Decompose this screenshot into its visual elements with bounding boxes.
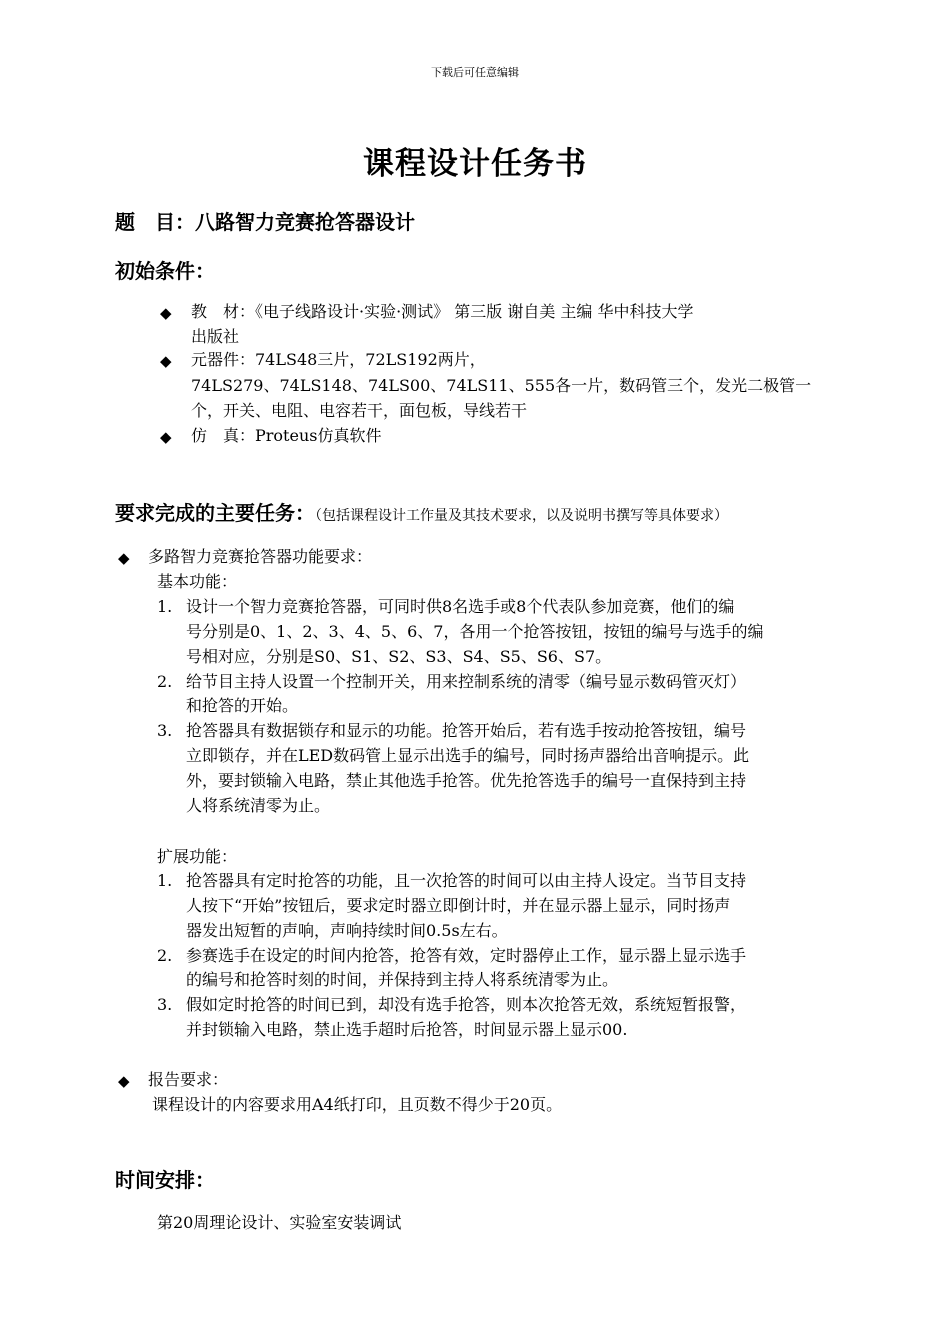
list-item-line: 立即锁存，并在LED数码管上显示出选手的编号，同时扬声器给出音响提示。此	[186, 746, 750, 765]
condition-simulation: 仿 真：Proteus仿真软件	[191, 426, 382, 445]
list-number: 1.	[157, 597, 173, 616]
list-number: 2.	[157, 946, 173, 965]
list-item-line: 假如定时抢答的时间已到，却没有选手抢答，则本次抢答无效，系统短暂报警，	[186, 995, 747, 1014]
list-item-line: 给节目主持人设置一个控制开关，用来控制系统的清零（编号显示数码管灭灯）	[186, 672, 747, 691]
tasks-heading: 要求完成的主要任务：	[115, 501, 315, 525]
tasks-heading-line	[115, 497, 728, 526]
extended-functions-title: 扩展功能：	[157, 847, 238, 866]
list-number: 1.	[157, 871, 173, 890]
condition-components-line2: 74LS279、74LS148、74LS00、74LS11、555各一片，数码管三个，发光二极管一	[191, 376, 812, 395]
list-item-line: 人按下“开始”按钮后，要求定时器立即倒计时，并在显示器上显示，同时扬声	[186, 896, 731, 915]
header-note: 下载后可任意编辑	[431, 66, 519, 79]
condition-components-line1: 元器件：74LS48三片，72LS192两片，	[191, 350, 486, 369]
list-item-line: 的编号和抢答时刻的时间，并保持到主持人将系统清零为止。	[186, 970, 619, 989]
bullet-icon: ◆	[160, 352, 172, 370]
initial-conditions-heading: 初始条件：	[115, 259, 215, 283]
tasks-note: （包括课程设计工作量及其技术要求，以及说明书撰写等具体要求）	[315, 508, 728, 524]
list-item-line: 人将系统清零为止。	[186, 796, 331, 815]
list-item-line: 和抢答的开始。	[186, 696, 299, 715]
document-title: 课程设计任务书	[363, 146, 587, 182]
function-requirements-title: 多路智力竞赛抢答器功能要求：	[148, 547, 373, 566]
list-item-line: 号分别是0、1、2、3、4、5、6、7，各用一个抢答按钮，按钮的编号与选手的编	[186, 622, 764, 641]
condition-textbook-line1: 教 材：《电子线路设计·实验·测试》 第三版 谢自美 主编 华中科技大学	[191, 302, 694, 321]
subject-line	[115, 206, 415, 235]
list-item-line: 设计一个智力竞赛抢答器，可同时供8名选手或8个代表队参加竞赛，他们的编	[186, 597, 735, 616]
report-requirements-text: 课程设计的内容要求用A4纸打印，且页数不得少于20页。	[152, 1095, 563, 1114]
condition-textbook-line2: 出版社	[191, 327, 240, 346]
basic-functions-title: 基本功能：	[157, 572, 238, 591]
bullet-icon: ◆	[160, 428, 172, 446]
report-requirements-title: 报告要求：	[148, 1070, 229, 1089]
list-number: 3.	[157, 995, 173, 1014]
bullet-icon: ◆	[118, 549, 130, 567]
list-item-line: 号相对应，分别是S0、S1、S2、S3、S4、S5、S6、S7。	[186, 647, 612, 666]
list-number: 3.	[157, 721, 173, 740]
schedule-text: 第20周理论设计、实验室安装调试	[157, 1213, 402, 1232]
list-item-line: 抢答器具有定时抢答的功能，且一次抢答的时间可以由主持人设定。当节目支持	[186, 871, 747, 890]
list-item-line: 并封锁输入电路，禁止选手超时后抢答，时间显示器上显示00.	[186, 1020, 628, 1039]
schedule-heading: 时间安排：	[115, 1168, 215, 1192]
condition-components-line3: 个，开关、电阻、电容若干，面包板，导线若干	[191, 401, 528, 420]
list-item-line: 抢答器具有数据锁存和显示的功能。抢答开始后，若有选手按动抢答按钮，编号	[186, 721, 747, 740]
bullet-icon: ◆	[118, 1072, 130, 1090]
list-item-line: 器发出短暂的声响，声响持续时间0.5s左右。	[186, 921, 508, 940]
subject-label: 题 目：	[115, 210, 195, 234]
list-number: 2.	[157, 672, 173, 691]
list-item-line: 外，要封锁输入电路，禁止其他选手抢答。优先抢答选手的编号一直保持到主持	[186, 771, 747, 790]
subject-value: 八路智力竞赛抢答器设计	[195, 210, 415, 234]
list-item-line: 参赛选手在设定的时间内抢答，抢答有效，定时器停止工作，显示器上显示选手	[186, 946, 747, 965]
bullet-icon: ◆	[160, 304, 172, 322]
